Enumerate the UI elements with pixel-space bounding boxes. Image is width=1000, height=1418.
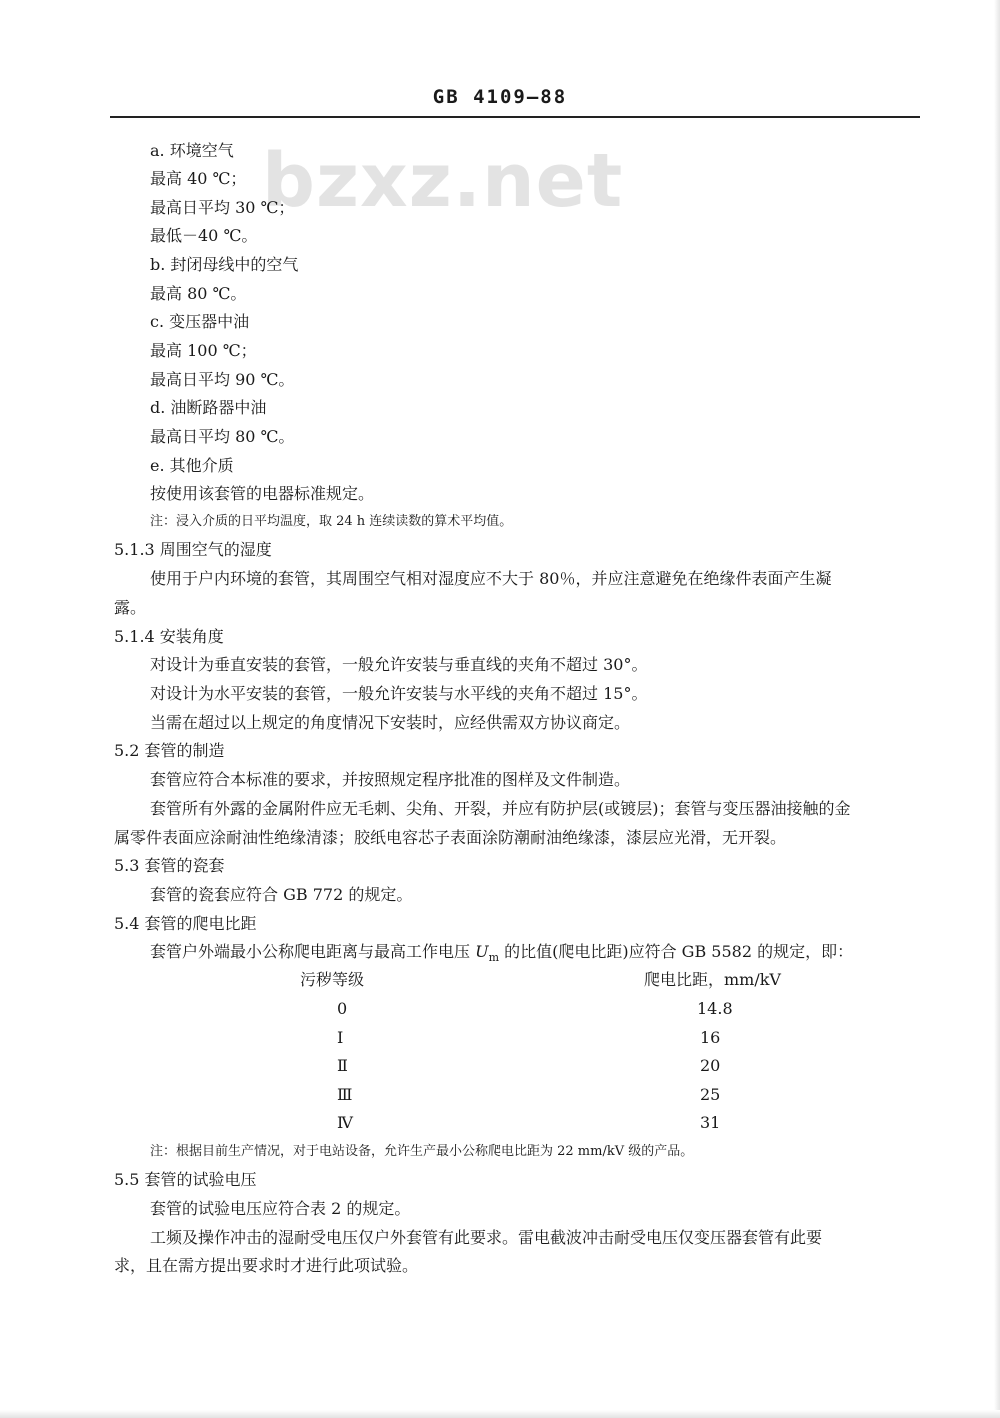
section-5-4-text-pre: 套管户外端最小公称爬电距离与最高工作电压 bbox=[150, 942, 476, 961]
item-e-title: e. 其他介质 bbox=[150, 456, 234, 475]
watermark: bzxz.net bbox=[262, 138, 624, 224]
item-c-line-1: 最高 100 ℃； bbox=[150, 341, 257, 360]
page-edge-shadow bbox=[994, 0, 1000, 1418]
item-a-line-2: 最高日平均 30 ℃； bbox=[150, 198, 295, 217]
document-code-header: GB 4109—88 bbox=[432, 86, 568, 108]
item-d-line-1: 最高日平均 80 ℃。 bbox=[150, 427, 295, 446]
table-cell-ratio: 14.8 bbox=[697, 999, 733, 1018]
section-5-3-text-1: 套管的瓷套应符合 GB 772 的规定。 bbox=[150, 885, 413, 904]
section-5-1-3-text-2: 露。 bbox=[114, 598, 147, 617]
table-header-creepage-ratio: 爬电比距，mm/kV bbox=[644, 970, 781, 989]
header-rule bbox=[110, 116, 920, 118]
section-5-1-4-text-1: 对设计为垂直安装的套管，一般允许安装与垂直线的夹角不超过 30°。 bbox=[150, 655, 648, 674]
symbol-u: U bbox=[475, 942, 489, 961]
section-5-1-4-text-3: 当需在超过以上规定的角度情况下安装时，应经供需双方协议商定。 bbox=[150, 713, 631, 732]
item-e-line-1: 按使用该套管的电器标准规定。 bbox=[150, 484, 375, 503]
item-a-line-3: 最低－40 ℃。 bbox=[150, 226, 258, 245]
section-5-2-text-3: 属零件表面应涂耐油性绝缘清漆；胶纸电容芯子表面涂防潮耐油绝缘漆，漆层应光滑，无开裂。 bbox=[114, 828, 787, 847]
section-5-3-heading: 5.3 套管的瓷套 bbox=[114, 856, 225, 875]
table-cell-level: Ⅳ bbox=[337, 1113, 353, 1132]
table-header-pollution-level: 污秽等级 bbox=[300, 970, 365, 989]
table-cell-level: 0 bbox=[337, 999, 348, 1018]
section-5-4-heading: 5.4 套管的爬电比距 bbox=[114, 914, 257, 933]
section-5-2-text-1: 套管应符合本标准的要求，并按照规定程序批准的图样及文件制造。 bbox=[150, 770, 631, 789]
section-5-4-text-post: 的比值(爬电比距)应符合 GB 5582 的规定，即： bbox=[499, 942, 854, 961]
table-cell-level: Ⅱ bbox=[337, 1056, 348, 1075]
item-d-title: d. 油断路器中油 bbox=[150, 398, 267, 417]
note-temperature: 注：浸入介质的日平均温度，取 24 h 连续读数的算术平均值。 bbox=[150, 514, 513, 529]
section-5-1-4-text-2: 对设计为水平安装的套管，一般允许安装与水平线的夹角不超过 15°。 bbox=[150, 684, 648, 703]
item-a-title: a. 环境空气 bbox=[150, 141, 234, 160]
item-b-line-1: 最高 80 ℃。 bbox=[150, 284, 247, 303]
section-5-5-text-1: 套管的试验电压应符合表 2 的规定。 bbox=[150, 1199, 411, 1218]
table-cell-ratio: 20 bbox=[700, 1056, 721, 1075]
table-cell-ratio: 25 bbox=[700, 1085, 721, 1104]
section-5-1-4-heading: 5.1.4 安装角度 bbox=[114, 627, 224, 646]
section-5-1-3-heading: 5.1.3 周围空气的湿度 bbox=[114, 540, 272, 559]
note-creepage: 注：根据目前生产情况，对于电站设备，允许生产最小公称爬电比距为 22 mm/kV 级的产品。 bbox=[150, 1144, 694, 1159]
section-5-4-text-1 bbox=[150, 942, 853, 968]
section-5-5-text-2: 工频及操作冲击的湿耐受电压仅户外套管有此要求。雷电截波冲击耐受电压仅变压器套管有此要 bbox=[150, 1228, 823, 1247]
table-cell-ratio: 16 bbox=[700, 1028, 721, 1047]
section-5-2-text-2: 套管所有外露的金属附件应无毛刺、尖角、开裂，并应有防护层(或镀层)；套管与变压器油接触的金 bbox=[150, 799, 851, 818]
table-cell-ratio: 31 bbox=[700, 1113, 721, 1132]
item-c-title: c. 变压器中油 bbox=[150, 312, 250, 331]
page-edge-shadow-bottom bbox=[0, 1410, 1000, 1418]
symbol-u-subscript: m bbox=[488, 951, 500, 965]
item-b-title: b. 封闭母线中的空气 bbox=[150, 255, 299, 274]
item-c-line-2: 最高日平均 90 ℃。 bbox=[150, 370, 295, 389]
item-a-line-1: 最高 40 ℃； bbox=[150, 169, 247, 188]
section-5-2-heading: 5.2 套管的制造 bbox=[114, 741, 225, 760]
section-5-5-heading: 5.5 套管的试验电压 bbox=[114, 1170, 257, 1189]
section-5-1-3-text-1: 使用于户内环境的套管，其周围空气相对湿度应不大于 80％，并应注意避免在绝缘件表面产生凝 bbox=[150, 569, 832, 588]
table-cell-level: Ⅰ bbox=[337, 1028, 344, 1047]
table-cell-level: Ⅲ bbox=[337, 1085, 353, 1104]
section-5-5-text-3: 求，且在需方提出要求时才进行此项试验。 bbox=[114, 1256, 419, 1275]
